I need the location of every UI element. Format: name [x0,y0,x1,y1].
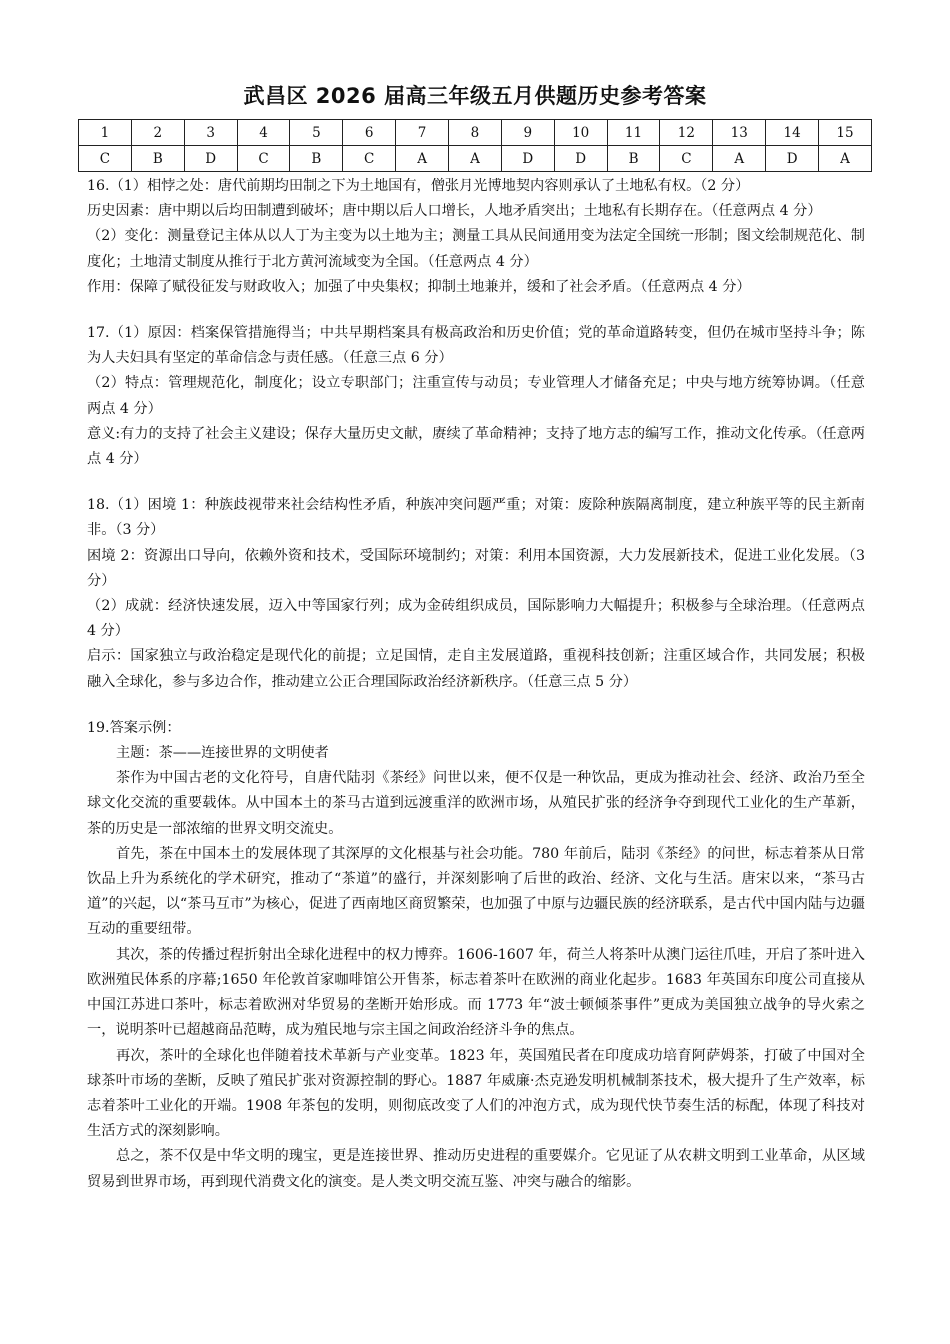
answer-letter: A [713,146,766,172]
question-number: 15 [819,120,872,146]
answer-letter-row [79,146,872,172]
q19-heading: 19.答案示例： [87,719,181,736]
question-19-answer [87,716,865,1195]
q19-conclusion: 总之，茶不仅是中华文明的瑰宝，更是连接世界、推动历史进程的重要媒介。它见证了从农耕文明到工业革命，从区域贸易到世界市场，再到现代消费文化的演变。是人类文明交流互鉴、冲突与融合的缩影。 [87,1148,865,1190]
question-number: 14 [766,120,819,146]
question-number: 13 [713,120,766,146]
answer-letter: D [501,146,554,172]
answer-letter: D [184,146,237,172]
question-number: 4 [237,120,290,146]
answer-letter: B [290,146,343,172]
answer-content [87,174,865,1195]
question-number: 9 [501,120,554,146]
q19-theme: 主题：茶——连接世界的文明使者 [116,745,329,762]
question-number: 8 [449,120,502,146]
answer-letter: C [237,146,290,172]
question-17-answer [87,321,865,472]
q18-dilemma-1: 18.（1）困境 1：种族歧视带来社会结构性矛盾，种族冲突问题严重；对策：废除种族隔离制度，建立种族平等的民主新南非。（3 分） [87,497,865,539]
q18-achievements: （2）成就：经济快速发展，迈入中等国家行列；成为金砖组织成员，国际影响力大幅提升；积极参与全球治理。（任意两点 4 分） [87,598,865,640]
question-number: 12 [660,120,713,146]
q17-significance: 意义:有力的支持了社会主义建设；保存大量历史文献，赓续了革命精神；支持了地方志的编写工作，推动文化传承。（任意两点 4 分） [87,425,865,468]
q17-part1: 17.（1）原因：档案保管措施得当；中共早期档案具有极高政治和历史价值；党的革命道路转变，但仍在城市坚持斗争；陈为人夫妇具有坚定的革命信念与责任感。（任意三点 6 分） [87,325,865,367]
answer-letter: B [131,146,184,172]
question-number: 7 [396,120,449,146]
question-number: 2 [131,120,184,146]
section-spacer [87,695,865,716]
answer-letter: C [343,146,396,172]
q16-part2-changes: （2）变化：测量登记主体从以人丁为主变为以土地为主；测量工具从民间通用变为法定全国统一形制；图文绘制规范化、制度化；土地清丈制度从推行于北方黄河流域变为全国。（任意两点 4 分） [87,228,865,270]
answer-letter: C [660,146,713,172]
answer-key-table [78,119,872,172]
section-spacer [87,300,865,321]
question-16-answer [87,174,865,300]
q19-paragraph: 茶作为中国古老的文化符号，自唐代陆羽《茶经》问世以来，便不仅是一种饮品，更成为推动社会、经济、政治乃至全球文化交流的重要载体。从中国本土的茶马古道到远渡重洋的欧洲市场，从殖民扩张的经济争夺到现代工业化的生产革新，茶的历史是一部浓缩的世界文明交流史。 [87,770,865,837]
question-number: 5 [290,120,343,146]
answer-letter: A [819,146,872,172]
question-number: 3 [184,120,237,146]
answer-letter: A [449,146,502,172]
q18-inspiration: 启示：国家独立与政治稳定是现代化的前提；立足国情，走自主发展道路，重视科技创新；注重区域合作，共同发展；积极融入全球化，参与多边合作，推动建立公正合理国际政治经济新秩序。（任意三点 5 分） [87,648,865,690]
question-number: 10 [554,120,607,146]
section-spacer [87,472,865,493]
q16-part1: 16.（1）相悖之处：唐代前期均田制之下为土地国有，僧张月光博地契内容则承认了土地私有权。（2 分） [87,178,750,194]
q17-part2-features: （2）特点：管理规范化，制度化；设立专职部门；注重宣传与动员；专业管理人才储备充足；中央与地方统筹协调。（任意两点 4 分） [87,375,865,417]
q16-effects: 作用：保障了赋役征发与财政收入；加强了中央集权；抑制土地兼并，缓和了社会矛盾。（任意两点 4 分） [87,278,751,295]
q16-historical-factors: 历史因素：唐中期以后均田制遭到破坏；唐中期以后人口增长，人地矛盾突出；土地私有长期存在。（任意两点 4 分） [87,203,822,220]
answer-letter: B [607,146,660,172]
answer-letter: D [554,146,607,172]
question-number: 6 [343,120,396,146]
q19-paragraph: 再次，茶叶的全球化也伴随着技术革新与产业变革。1823 年，英国殖民者在印度成功培育阿萨姆茶，打破了中国对全球茶叶市场的垄断，反映了殖民扩张对资源控制的野心。1887 年威廉·杰克逊发明机械制茶技术，极大提升了生产效率，标志着茶叶工业化的开端。1908 年茶包的发明，则彻底改变了人们的冲泡方式，成为现代快节奏生活的标配，体现了科技对生活方式的深刻影响。 [87,1047,865,1140]
q19-paragraph: 首先，茶在中国本土的发展体现了其深厚的文化根基与社会功能。780 年前后，陆羽《茶经》的问世，标志着茶从日常饮品上升为系统化的学术研究，推动了“茶道”的盛行，并深刻影响了后世的政治、经济、文化与生活。唐宋以来，“茶马古道”的兴起，以“茶马互市”为核心，促进了西南地区商贸繁荣，也加强了中原与边疆民族的经济联系，是古代中国内陆与边疆互动的重要纽带。 [87,845,865,938]
question-number: 1 [79,120,132,146]
answer-letter: C [79,146,132,172]
q18-dilemma-2: 困境 2：资源出口导向，依赖外资和技术，受国际环境制约；对策：利用本国资源，大力发展新技术，促进工业化发展。（3 分） [87,547,865,589]
question-number-row [79,120,872,146]
q19-paragraph: 其次，茶的传播过程折射出全球化进程中的权力博弈。1606-1607 年，荷兰人将茶叶从澳门运往爪哇，开启了茶叶进入欧洲殖民体系的序幕;1650 年伦敦首家咖啡馆公开售茶，标志着茶叶在欧洲的商业化起步。1683 年英国东印度公司直接从中国江苏进口茶叶，标志着欧洲对华贸易的垄断开始形成。而 1773 年“波士顿倾茶事件”更成为美国独立战争的导火索之一，说明茶叶已超越商品范畴，成为殖民地与宗主国之间政治经济斗争的焦点。 [87,946,865,1039]
question-number: 11 [607,120,660,146]
question-18-answer [87,493,865,695]
answer-letter: A [396,146,449,172]
answer-letter: D [766,146,819,172]
page-title: 武昌区 2026 届高三年级五月供题历史参考答案 [243,84,707,108]
